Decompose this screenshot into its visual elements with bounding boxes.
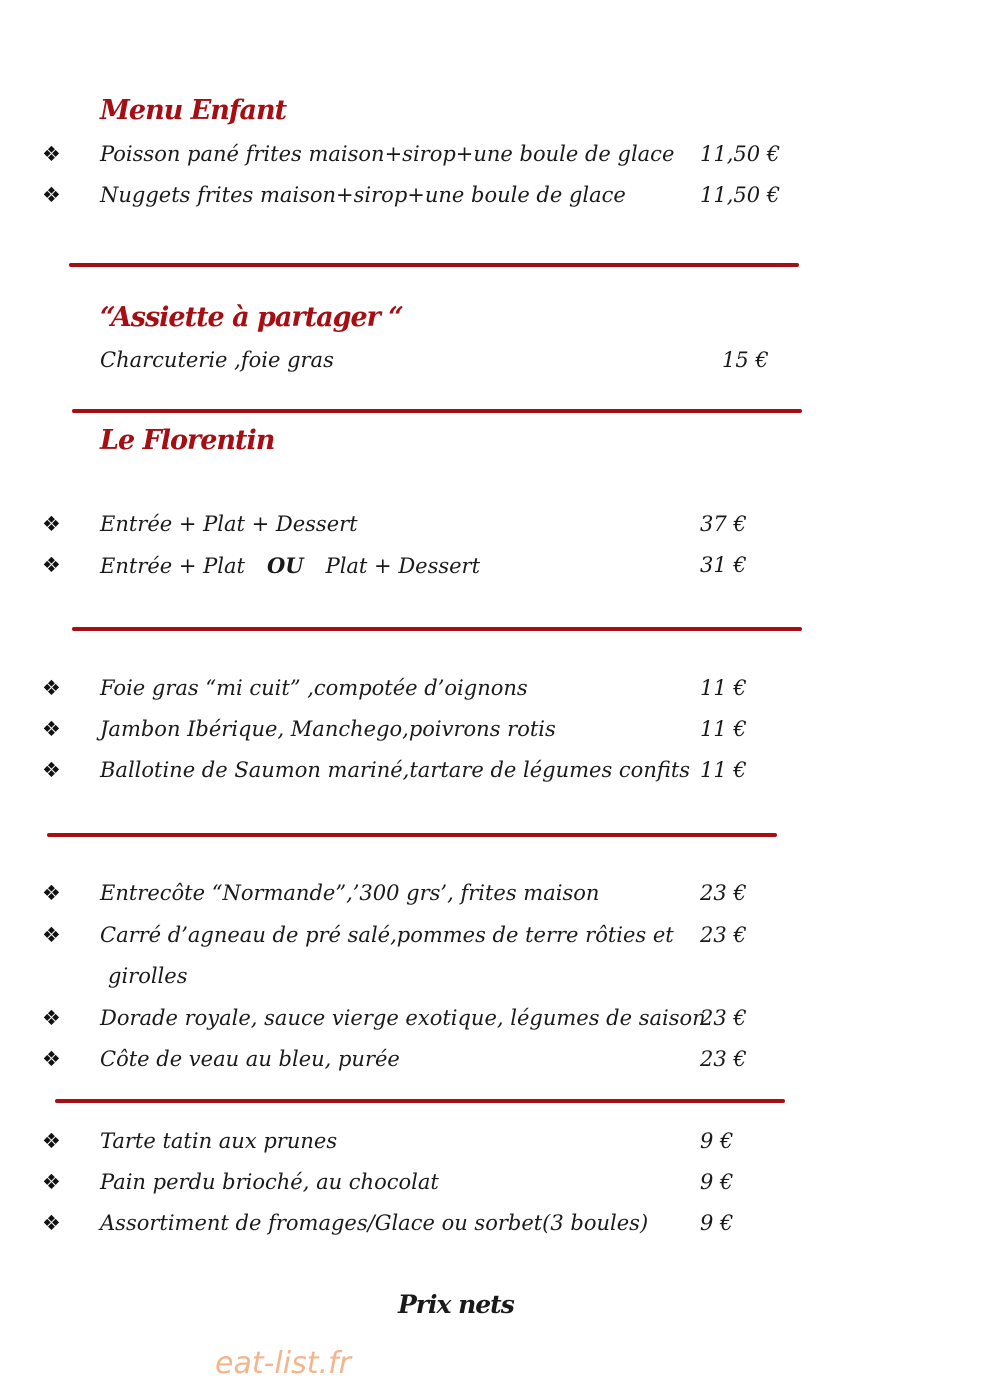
bullet-icon: ❖ [42,183,61,207]
menu-item-label: Jambon Ibérique, Manchego,poivrons rotis [100,717,556,741]
section-divider [55,1099,785,1103]
menu-item-price: 11 € [700,717,747,741]
bullet-icon: ❖ [42,758,61,782]
menu-item-price: 23 € [700,1047,747,1071]
menu-item-price: 31 € [700,553,747,577]
menu-item-label: Nuggets frites maison+sirop+une boule de glace [100,183,626,207]
watermark: eat-list.fr [215,1346,351,1381]
bullet-icon: ❖ [42,1129,61,1153]
menu-item-label: Entrée + Plat + Dessert [100,512,358,536]
bullet-icon: ❖ [42,1006,61,1030]
bullet-icon: ❖ [42,717,61,741]
menu-item-label-part: Plat + Dessert [325,554,481,578]
bullet-icon: ❖ [42,1170,61,1194]
menu-item-label: Dorade royale, sauce vierge exotique, légumes de saison [100,1006,706,1030]
menu-item-price: 15 € [722,348,769,372]
menu-item-label: Entrecôte “Normande”,’300 grs’, frites maison [100,881,600,905]
menu-item-label: Pain perdu brioché, au chocolat [100,1170,439,1194]
section-divider [47,833,777,837]
menu-item-or: OU [266,553,304,578]
bullet-icon: ❖ [42,512,61,536]
bullet-icon: ❖ [42,553,61,577]
menu-item-price: 9 € [700,1129,734,1153]
menu-item-label-continued: girolles [108,964,188,988]
section-divider [72,409,802,413]
menu-item-label [100,553,480,578]
menu-item-price: 11,50 € [700,142,781,166]
section-title-menu-enfant: Menu Enfant [100,95,287,126]
menu-item-label: Poisson pané frites maison+sirop+une boule de glace [100,142,675,166]
menu-item-price: 11,50 € [700,183,781,207]
menu-item-label: Tarte tatin aux prunes [100,1129,338,1153]
menu-item-price: 9 € [700,1170,734,1194]
menu-item-price: 37 € [700,512,747,536]
menu-item-label: Côte de veau au bleu, purée [100,1047,400,1071]
menu-item-label-part: Entrée + Plat [100,554,245,578]
bullet-icon: ❖ [42,923,61,947]
bullet-icon: ❖ [42,1211,61,1235]
menu-item-price: 23 € [700,923,747,947]
bullet-icon: ❖ [42,881,61,905]
menu-item-price: 9 € [700,1211,734,1235]
menu-item-price: 11 € [700,758,747,782]
section-title-assiette: “Assiette à partager “ [100,302,403,333]
bullet-icon: ❖ [42,142,61,166]
bullet-icon: ❖ [42,676,61,700]
menu-item-label: Foie gras “mi cuit” ,compotée d’oignons [100,676,528,700]
menu-item-label: Ballotine de Saumon mariné,tartare de légumes confits [100,758,691,782]
section-divider [69,263,799,267]
bullet-icon: ❖ [42,1047,61,1071]
section-divider [72,627,802,631]
menu-item-price: 11 € [700,676,747,700]
menu-item-label: Charcuterie ,foie gras [100,348,334,372]
menu-item-price: 23 € [700,881,747,905]
prices-note: Prix nets [398,1290,514,1319]
menu-item-price: 23 € [700,1006,747,1030]
menu-item-label: Assortiment de fromages/Glace ou sorbet(3 boules) [100,1211,649,1235]
menu-item-label: Carré d’agneau de pré salé,pommes de terre rôties et [100,923,674,947]
section-title-florentin: Le Florentin [100,425,275,456]
